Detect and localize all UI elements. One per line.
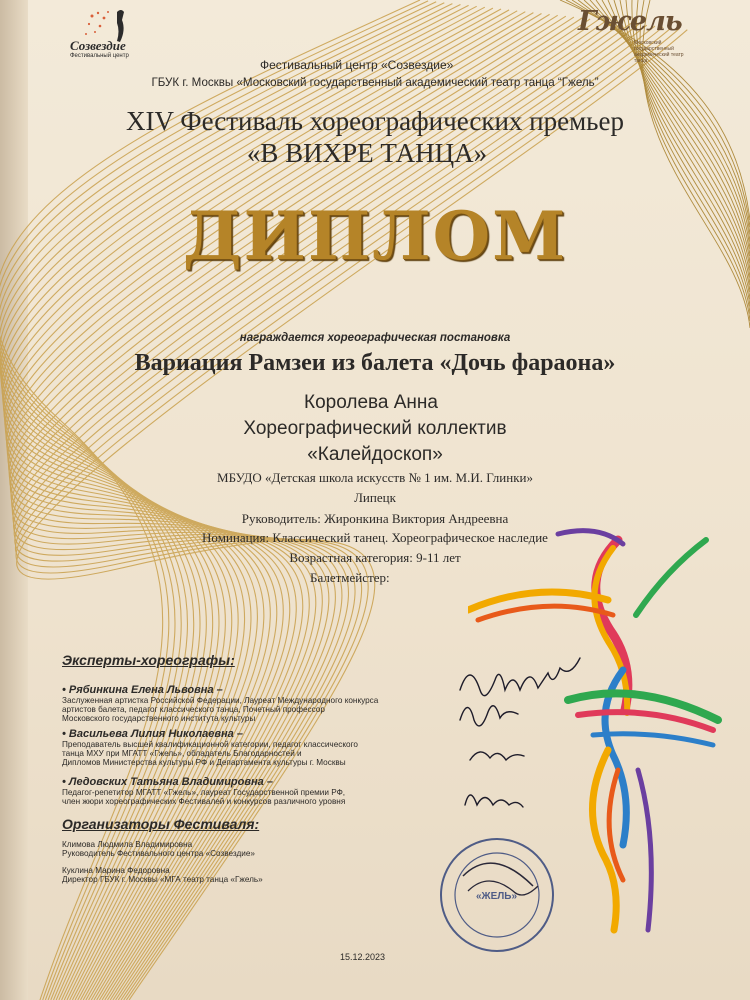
- collective-label: Хореографический коллектив: [243, 418, 507, 439]
- performer-name: Королева Анна: [304, 392, 438, 413]
- expert-2-name: • Васильева Лилия Николаевна –: [62, 728, 243, 740]
- expert-1-name: • Рябинкина Елена Львовна –: [62, 684, 223, 696]
- award-work-title: Вариация Рамзеи из балета «Дочь фараона»: [134, 350, 616, 376]
- expert-2-desc-3: Дипломов Министерства культуры РФ и Департамента культуры г. Москвы: [62, 758, 346, 767]
- gzhel-logo-subtitle: Московский государственный академический театр танца: [634, 40, 684, 64]
- organizer-2-title: Директор ГБУК г. Москвы «МГА театр танца «Гжель»: [62, 875, 263, 884]
- leader-name: Руководитель: Жиронкина Виктория Андреевна: [241, 511, 509, 526]
- stamp-text: «ЖЕЛЬ»: [476, 891, 518, 902]
- nomination: Номинация: Классический танец. Хореографическое наследие: [202, 530, 548, 545]
- school-name: МБУДО «Детская школа искусств № 1 им. М.И. Глинки»: [217, 470, 533, 485]
- expert-3-name: • Ледовских Татьяна Владимировна –: [62, 776, 273, 788]
- collective-name: «Калейдоскоп»: [307, 444, 443, 465]
- expert-2-desc-1: Преподаватель высшей квалификационной категории, педагог классического: [62, 740, 358, 749]
- city-name: Липецк: [354, 490, 396, 505]
- sozvezdie-logo-text: Созвездие: [70, 38, 126, 53]
- choreographer-label: Балетмейстер:: [310, 570, 390, 585]
- diploma-heading: ДИПЛОМ: [182, 197, 568, 275]
- expert-3-desc-1: Педагог-репетитор МГАТТ «Гжель», лауреат Государственной премии РФ,: [62, 788, 346, 797]
- organizer-1-name: Климова Людмила Владимировна: [62, 840, 193, 849]
- award-intro: награждается хореографическая постановка: [239, 332, 511, 344]
- festival-name: «В ВИХРЕ ТАНЦА»: [246, 138, 488, 168]
- organizers-heading: Организаторы Фестиваля:: [62, 816, 260, 832]
- organizer-line-2: ГБУК г. Москвы «Московский государственный академический театр танца “Гжель”: [151, 76, 599, 89]
- expert-1-desc-3: Московского государственного института культуры: [62, 714, 256, 723]
- organizer-1-title: Руководитель Фестивального центра «Созвездие»: [62, 849, 255, 858]
- expert-3-desc-2: член жюри хореографических Фестивалей и конкурсов различного уровня: [62, 797, 346, 806]
- sozvezdie-logo-subtitle: Фестивальный центр: [70, 53, 129, 59]
- expert-2-desc-2: танца МХУ при МГАТТ «Гжель», обладатель Благодарностей и: [62, 749, 302, 758]
- signatures-icon: [440, 650, 610, 840]
- festival-title: XIV Фестиваль хореографических премьер: [126, 106, 624, 136]
- issue-date: 15.12.2023: [340, 952, 386, 962]
- organizer-line-1: Фестивальный центр «Созвездие»: [260, 58, 454, 72]
- age-category: Возрастная категория: 9-11 лет: [289, 550, 461, 565]
- gzhel-logo-text: Гжель: [578, 6, 682, 37]
- organizer-2-name: Куклина Марина Федоровна: [62, 866, 170, 875]
- expert-1-desc-1: Заслуженная артистка Российской Федерации, Лауреат Международного конкурса: [62, 696, 379, 705]
- experts-heading: Эксперты-хореографы:: [62, 652, 235, 668]
- expert-1-desc-2: артистов балета, педагог классического танца, Почетный профессор: [62, 705, 325, 714]
